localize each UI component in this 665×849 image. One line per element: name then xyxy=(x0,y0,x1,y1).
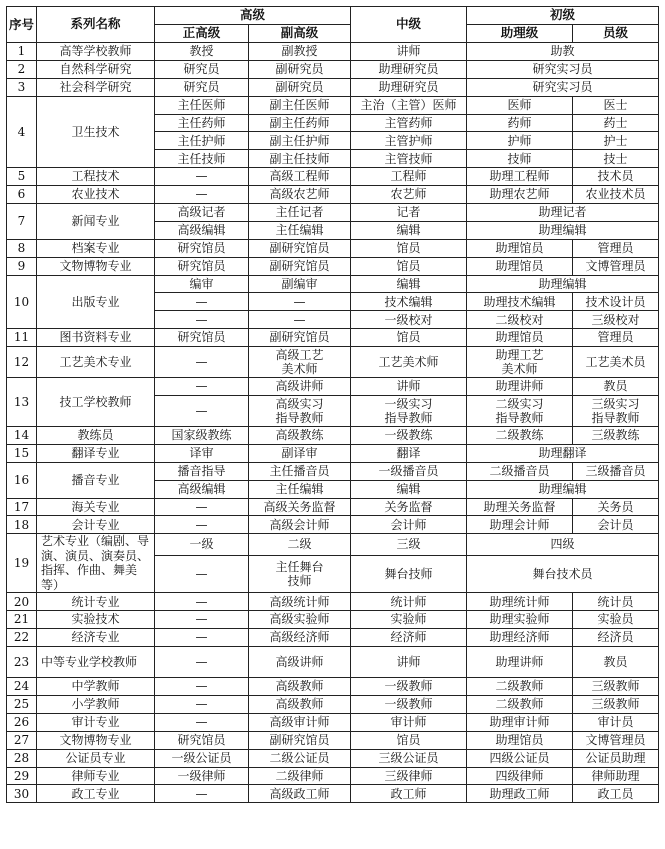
member-cell: 经济员 xyxy=(573,629,659,647)
junior-merged-cell: 助理编辑 xyxy=(467,221,659,239)
seq-cell: 20 xyxy=(7,593,37,611)
member-cell: 律师助理 xyxy=(573,767,659,785)
vice-senior-cell: 高级审计师 xyxy=(249,713,351,731)
assistant-cell: 助理审计师 xyxy=(467,713,573,731)
table-row xyxy=(7,611,659,629)
seq-cell: 19 xyxy=(7,534,37,593)
table-row xyxy=(7,462,659,480)
member-cell: 实验员 xyxy=(573,611,659,629)
full-senior-cell: — xyxy=(155,555,249,592)
middle-cell: 一级教练 xyxy=(351,427,467,445)
middle-cell: 统计师 xyxy=(351,593,467,611)
table-row xyxy=(7,731,659,749)
assistant-cell: 助理工艺 美术师 xyxy=(467,347,573,378)
vice-senior-cell: 主任记者 xyxy=(249,204,351,222)
middle-cell: 翻译 xyxy=(351,444,467,462)
series-name-header: 系列名称 xyxy=(37,7,155,43)
member-cell: 会计员 xyxy=(573,516,659,534)
vice-senior-cell: 高级政工师 xyxy=(249,785,351,803)
table-row xyxy=(7,239,659,257)
full-senior-cell: 研究馆员 xyxy=(155,731,249,749)
assistant-cell: 二级实习 指导教师 xyxy=(467,396,573,427)
full-senior-cell: — xyxy=(155,695,249,713)
vice-senior-cell: 主任编辑 xyxy=(249,480,351,498)
seq-cell: 3 xyxy=(7,78,37,96)
table-row xyxy=(7,78,659,96)
middle-cell: 一级教师 xyxy=(351,695,467,713)
table-row xyxy=(7,378,659,396)
junior-merged-cell: 研究实习员 xyxy=(467,60,659,78)
full-senior-cell: 播音指导 xyxy=(155,462,249,480)
middle-cell: 关务监督 xyxy=(351,498,467,516)
seq-cell: 18 xyxy=(7,516,37,534)
middle-cell: 农艺师 xyxy=(351,186,467,204)
member-cell: 工艺美术员 xyxy=(573,347,659,378)
full-senior-cell: 国家级教练 xyxy=(155,427,249,445)
table-body xyxy=(7,43,659,803)
series-name-cell: 图书资料专业 xyxy=(37,329,155,347)
seq-cell: 15 xyxy=(7,444,37,462)
series-name-cell: 播音专业 xyxy=(37,462,155,498)
series-name-cell: 档案专业 xyxy=(37,239,155,257)
full-senior-cell: — xyxy=(155,647,249,678)
series-name-cell: 中等专业学校教师 xyxy=(37,647,155,678)
full-senior-cell: — xyxy=(155,611,249,629)
middle-cell: 实验师 xyxy=(351,611,467,629)
series-name-cell: 高等学校教师 xyxy=(37,43,155,61)
vice-senior-cell: 高级教师 xyxy=(249,695,351,713)
assistant-cell: 助理馆员 xyxy=(467,239,573,257)
vice-senior-cell: 副主任医师 xyxy=(249,96,351,114)
member-cell: 三级播音员 xyxy=(573,462,659,480)
member-cell: 农业技术员 xyxy=(573,186,659,204)
middle-cell: 舞台技师 xyxy=(351,555,467,592)
full-senior-cell: 编审 xyxy=(155,275,249,293)
middle-cell: 一级实习 指导教师 xyxy=(351,396,467,427)
series-name-cell: 自然科学研究 xyxy=(37,60,155,78)
assistant-cell: 助理统计师 xyxy=(467,593,573,611)
member-cell: 技士 xyxy=(573,150,659,168)
seq-cell: 28 xyxy=(7,749,37,767)
middle-cell: 主治（主管）医师 xyxy=(351,96,467,114)
middle-cell: 馆员 xyxy=(351,731,467,749)
series-name-cell: 实验技术 xyxy=(37,611,155,629)
member-cell: 公证员助理 xyxy=(573,749,659,767)
table-row xyxy=(7,713,659,731)
senior-header: 高级 xyxy=(155,7,351,25)
full-senior-cell: — xyxy=(155,516,249,534)
member-cell: 文博管理员 xyxy=(573,731,659,749)
assistant-cell: 二级播音员 xyxy=(467,462,573,480)
seq-cell: 5 xyxy=(7,168,37,186)
table-row xyxy=(7,593,659,611)
title-table-container xyxy=(6,6,659,803)
seq-cell: 22 xyxy=(7,629,37,647)
vice-senior-cell: 副研究馆员 xyxy=(249,257,351,275)
vice-senior-cell: 二级 xyxy=(249,534,351,556)
member-cell: 文博管理员 xyxy=(573,257,659,275)
vice-senior-cell: 高级讲师 xyxy=(249,378,351,396)
table-row xyxy=(7,43,659,61)
seq-cell: 7 xyxy=(7,204,37,240)
seq-cell: 30 xyxy=(7,785,37,803)
vice-senior-cell: 高级教师 xyxy=(249,678,351,696)
member-header: 员级 xyxy=(573,25,659,43)
member-cell: 三级校对 xyxy=(573,311,659,329)
middle-cell: 三级律师 xyxy=(351,767,467,785)
full-senior-cell: 研究馆员 xyxy=(155,239,249,257)
member-cell: 三级教练 xyxy=(573,427,659,445)
assistant-cell: 四级律师 xyxy=(467,767,573,785)
vice-senior-cell: 高级会计师 xyxy=(249,516,351,534)
middle-cell: 主管护师 xyxy=(351,132,467,150)
table-row xyxy=(7,275,659,293)
assistant-cell: 二级教练 xyxy=(467,427,573,445)
junior-merged-cell: 助理记者 xyxy=(467,204,659,222)
assistant-cell: 医师 xyxy=(467,96,573,114)
member-cell: 三级实习 指导教师 xyxy=(573,396,659,427)
seq-cell: 23 xyxy=(7,647,37,678)
table-row xyxy=(7,629,659,647)
seq-cell: 29 xyxy=(7,767,37,785)
seq-cell: 16 xyxy=(7,462,37,498)
series-name-cell: 技工学校教师 xyxy=(37,378,155,427)
junior-merged-cell: 助理编辑 xyxy=(467,480,659,498)
table-row xyxy=(7,329,659,347)
seq-cell: 27 xyxy=(7,731,37,749)
series-name-cell: 卫生技术 xyxy=(37,96,155,168)
assistant-cell: 助理讲师 xyxy=(467,378,573,396)
assistant-cell: 助理政工师 xyxy=(467,785,573,803)
member-cell: 教员 xyxy=(573,378,659,396)
full-senior-cell: — xyxy=(155,785,249,803)
full-senior-cell: 一级 xyxy=(155,534,249,556)
series-name-cell: 出版专业 xyxy=(37,275,155,329)
assistant-cell: 四级公证员 xyxy=(467,749,573,767)
vice-senior-header: 副高级 xyxy=(249,25,351,43)
full-senior-cell: — xyxy=(155,593,249,611)
full-senior-cell: 高级编辑 xyxy=(155,480,249,498)
full-senior-cell: — xyxy=(155,186,249,204)
member-cell: 审计员 xyxy=(573,713,659,731)
table-row xyxy=(7,444,659,462)
full-senior-cell: 高级记者 xyxy=(155,204,249,222)
middle-cell: 一级校对 xyxy=(351,311,467,329)
middle-cell: 馆员 xyxy=(351,329,467,347)
middle-cell: 编辑 xyxy=(351,221,467,239)
full-senior-cell: 教授 xyxy=(155,43,249,61)
assistant-cell: 助理关务监督 xyxy=(467,498,573,516)
full-senior-cell: 译审 xyxy=(155,444,249,462)
assistant-cell: 二级校对 xyxy=(467,311,573,329)
series-name-cell: 海关专业 xyxy=(37,498,155,516)
full-senior-cell: 研究馆员 xyxy=(155,329,249,347)
full-senior-cell: — xyxy=(155,396,249,427)
member-cell: 管理员 xyxy=(573,239,659,257)
middle-cell: 讲师 xyxy=(351,378,467,396)
middle-cell: 经济师 xyxy=(351,629,467,647)
vice-senior-cell: 高级关务监督 xyxy=(249,498,351,516)
assistant-cell: 护师 xyxy=(467,132,573,150)
seq-cell: 8 xyxy=(7,239,37,257)
series-name-cell: 工艺美术专业 xyxy=(37,347,155,378)
table-row xyxy=(7,695,659,713)
vice-senior-cell: 副编审 xyxy=(249,275,351,293)
vice-senior-cell: 副研究馆员 xyxy=(249,731,351,749)
full-senior-cell: 研究员 xyxy=(155,60,249,78)
table-row xyxy=(7,60,659,78)
vice-senior-cell: 副主任技师 xyxy=(249,150,351,168)
table-row xyxy=(7,204,659,222)
middle-cell: 主管药师 xyxy=(351,114,467,132)
seq-cell: 11 xyxy=(7,329,37,347)
table-row xyxy=(7,257,659,275)
full-senior-cell: — xyxy=(155,347,249,378)
member-cell: 技术设计员 xyxy=(573,293,659,311)
vice-senior-cell: 高级实习 指导教师 xyxy=(249,396,351,427)
full-senior-cell: — xyxy=(155,311,249,329)
middle-cell: 主管技师 xyxy=(351,150,467,168)
vice-senior-cell: 二级公证员 xyxy=(249,749,351,767)
seq-cell: 24 xyxy=(7,678,37,696)
series-name-cell: 教练员 xyxy=(37,427,155,445)
full-senior-cell: 研究馆员 xyxy=(155,257,249,275)
series-name-cell: 艺术专业（编剧、导演、演员、演奏员、指挥、作曲、舞美等） xyxy=(37,534,155,593)
assistant-cell: 助理馆员 xyxy=(467,329,573,347)
series-name-cell: 统计专业 xyxy=(37,593,155,611)
series-name-cell: 小学教师 xyxy=(37,695,155,713)
middle-cell: 助理研究员 xyxy=(351,78,467,96)
middle-cell: 一级播音员 xyxy=(351,462,467,480)
vice-senior-cell: 高级统计师 xyxy=(249,593,351,611)
seq-cell: 14 xyxy=(7,427,37,445)
assistant-cell: 二级教师 xyxy=(467,678,573,696)
member-cell: 药士 xyxy=(573,114,659,132)
assistant-cell: 二级教师 xyxy=(467,695,573,713)
full-senior-header: 正高级 xyxy=(155,25,249,43)
series-name-cell: 社会科学研究 xyxy=(37,78,155,96)
middle-cell: 三级 xyxy=(351,534,467,556)
vice-senior-cell: 高级讲师 xyxy=(249,647,351,678)
member-cell: 管理员 xyxy=(573,329,659,347)
member-cell: 护士 xyxy=(573,132,659,150)
vice-senior-cell: 二级律师 xyxy=(249,767,351,785)
member-cell: 统计员 xyxy=(573,593,659,611)
full-senior-cell: — xyxy=(155,678,249,696)
table-row xyxy=(7,767,659,785)
junior-merged-cell: 助理翻译 xyxy=(467,444,659,462)
series-name-cell: 政工专业 xyxy=(37,785,155,803)
vice-senior-cell: 高级工程师 xyxy=(249,168,351,186)
seq-cell: 10 xyxy=(7,275,37,329)
junior-merged-cell: 助理编辑 xyxy=(467,275,659,293)
full-senior-cell: 一级公证员 xyxy=(155,749,249,767)
vice-senior-cell: 高级农艺师 xyxy=(249,186,351,204)
seq-cell: 13 xyxy=(7,378,37,427)
junior-header: 初级 xyxy=(467,7,659,25)
middle-cell: 讲师 xyxy=(351,43,467,61)
seq-cell: 17 xyxy=(7,498,37,516)
assistant-cell: 助理会计师 xyxy=(467,516,573,534)
seq-cell: 9 xyxy=(7,257,37,275)
member-cell: 政工员 xyxy=(573,785,659,803)
series-name-cell: 公证员专业 xyxy=(37,749,155,767)
middle-cell: 三级公证员 xyxy=(351,749,467,767)
member-cell: 三级教师 xyxy=(573,695,659,713)
assistant-cell: 助理农艺师 xyxy=(467,186,573,204)
vice-senior-cell: 高级经济师 xyxy=(249,629,351,647)
full-senior-cell: 主任护师 xyxy=(155,132,249,150)
table-row xyxy=(7,678,659,696)
middle-cell: 编辑 xyxy=(351,480,467,498)
table-row xyxy=(7,427,659,445)
full-senior-cell: — xyxy=(155,498,249,516)
table-row xyxy=(7,347,659,378)
vice-senior-cell: 高级工艺 美术师 xyxy=(249,347,351,378)
table-row xyxy=(7,749,659,767)
vice-senior-cell: 副研究馆员 xyxy=(249,239,351,257)
member-cell: 教员 xyxy=(573,647,659,678)
assistant-cell: 技师 xyxy=(467,150,573,168)
vice-senior-cell: 副译审 xyxy=(249,444,351,462)
full-senior-cell: 一级律师 xyxy=(155,767,249,785)
series-name-cell: 工程技术 xyxy=(37,168,155,186)
vice-senior-cell: 副研究员 xyxy=(249,60,351,78)
series-name-cell: 律师专业 xyxy=(37,767,155,785)
seq-header: 序号 xyxy=(7,7,37,43)
seq-cell: 21 xyxy=(7,611,37,629)
assistant-cell: 助理馆员 xyxy=(467,257,573,275)
series-name-cell: 文物博物专业 xyxy=(37,731,155,749)
member-cell: 技术员 xyxy=(573,168,659,186)
middle-cell: 助理研究员 xyxy=(351,60,467,78)
seq-cell: 4 xyxy=(7,96,37,168)
series-name-cell: 文物博物专业 xyxy=(37,257,155,275)
series-name-cell: 经济专业 xyxy=(37,629,155,647)
vice-senior-cell: — xyxy=(249,293,351,311)
vice-senior-cell: 副主任药师 xyxy=(249,114,351,132)
full-senior-cell: 主任技师 xyxy=(155,150,249,168)
middle-cell: 政工师 xyxy=(351,785,467,803)
middle-cell: 馆员 xyxy=(351,239,467,257)
full-senior-cell: 主任医师 xyxy=(155,96,249,114)
vice-senior-cell: 副教授 xyxy=(249,43,351,61)
seq-cell: 6 xyxy=(7,186,37,204)
vice-senior-cell: 高级教练 xyxy=(249,427,351,445)
series-name-cell: 新闻专业 xyxy=(37,204,155,240)
table-row xyxy=(7,647,659,678)
full-senior-cell: 研究员 xyxy=(155,78,249,96)
table-row xyxy=(7,785,659,803)
full-senior-cell: 主任药师 xyxy=(155,114,249,132)
assistant-cell: 助理经济师 xyxy=(467,629,573,647)
table-row xyxy=(7,168,659,186)
assistant-cell: 助理馆员 xyxy=(467,731,573,749)
seq-cell: 1 xyxy=(7,43,37,61)
seq-cell: 12 xyxy=(7,347,37,378)
table-row xyxy=(7,186,659,204)
vice-senior-cell: 副研究馆员 xyxy=(249,329,351,347)
vice-senior-cell: — xyxy=(249,311,351,329)
middle-header: 中级 xyxy=(351,7,467,43)
full-senior-cell: — xyxy=(155,293,249,311)
full-senior-cell: 高级编辑 xyxy=(155,221,249,239)
vice-senior-cell: 高级实验师 xyxy=(249,611,351,629)
table-row xyxy=(7,516,659,534)
series-name-cell: 中学教师 xyxy=(37,678,155,696)
vice-senior-cell: 主任播音员 xyxy=(249,462,351,480)
table-row xyxy=(7,534,659,556)
full-senior-cell: — xyxy=(155,378,249,396)
middle-cell: 会计师 xyxy=(351,516,467,534)
vice-senior-cell: 主任编辑 xyxy=(249,221,351,239)
middle-cell: 一级教师 xyxy=(351,678,467,696)
middle-cell: 讲师 xyxy=(351,647,467,678)
junior-merged-cell: 助教 xyxy=(467,43,659,61)
member-cell: 关务员 xyxy=(573,498,659,516)
assistant-cell: 助理讲师 xyxy=(467,647,573,678)
assistant-cell: 药师 xyxy=(467,114,573,132)
full-senior-cell: — xyxy=(155,168,249,186)
assistant-header: 助理级 xyxy=(467,25,573,43)
full-senior-cell: — xyxy=(155,629,249,647)
series-name-cell: 农业技术 xyxy=(37,186,155,204)
table-row xyxy=(7,498,659,516)
assistant-cell: 助理实验师 xyxy=(467,611,573,629)
vice-senior-cell: 主任舞台 技师 xyxy=(249,555,351,592)
seq-cell: 25 xyxy=(7,695,37,713)
middle-cell: 工程师 xyxy=(351,168,467,186)
middle-cell: 审计师 xyxy=(351,713,467,731)
seq-cell: 26 xyxy=(7,713,37,731)
series-name-cell: 会计专业 xyxy=(37,516,155,534)
middle-cell: 技术编辑 xyxy=(351,293,467,311)
assistant-cell: 助理技术编辑 xyxy=(467,293,573,311)
middle-cell: 工艺美术师 xyxy=(351,347,467,378)
table-row xyxy=(7,96,659,114)
junior-merged-cell: 研究实习员 xyxy=(467,78,659,96)
full-senior-cell: — xyxy=(155,713,249,731)
vice-senior-cell: 副主任护师 xyxy=(249,132,351,150)
title-series-table xyxy=(6,6,659,803)
junior-merged-cell: 舞台技术员 xyxy=(467,555,659,592)
member-cell: 医士 xyxy=(573,96,659,114)
junior-merged-cell: 四级 xyxy=(467,534,659,556)
middle-cell: 编辑 xyxy=(351,275,467,293)
assistant-cell: 助理工程师 xyxy=(467,168,573,186)
middle-cell: 记者 xyxy=(351,204,467,222)
middle-cell: 馆员 xyxy=(351,257,467,275)
seq-cell: 2 xyxy=(7,60,37,78)
series-name-cell: 审计专业 xyxy=(37,713,155,731)
series-name-cell: 翻译专业 xyxy=(37,444,155,462)
member-cell: 三级教师 xyxy=(573,678,659,696)
vice-senior-cell: 副研究员 xyxy=(249,78,351,96)
